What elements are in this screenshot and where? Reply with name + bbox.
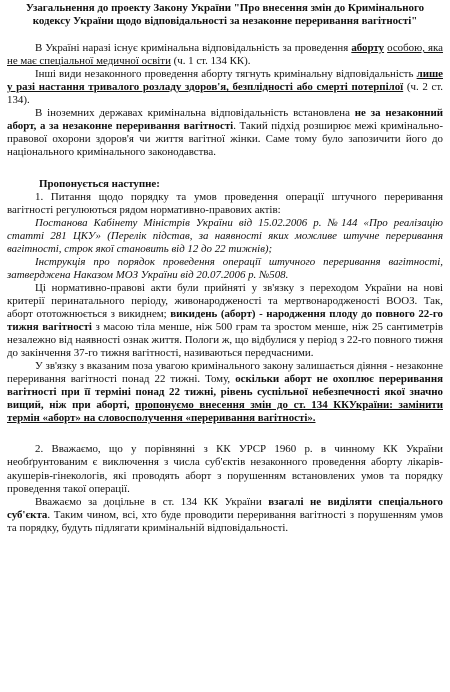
text: В Україні наразі існує кримінальна відповідальність за проведення — [35, 42, 352, 55]
text: У зв'язку з вказаним поза увагою кримінального закону залишається діяння - незаконне переривання вагітності понад 22 тижні. Тому, — [7, 360, 443, 386]
text: В іноземних державах кримінальна відповідальність встановлена — [35, 107, 355, 120]
paragraph-who-criteria — [7, 282, 443, 360]
legal-act-2: Інструкція про порядок проведення операції штучного переривання вагітності, затверджена Наказом МОЗ України від 20.07.2006 р. №508. — [7, 255, 443, 281]
text: Ці нормативно-правові акти були прийняті у зв'язку з переходом України на нові критерії перинатального періоду, живонародженості та мертвонародженості ВООЗ. Так, аборт ототожнюється з викиднем; — [7, 281, 443, 320]
text: (ч. 1 ст. 134 КК). — [170, 55, 251, 68]
paragraph-proposal — [7, 360, 443, 425]
emphasis-abortion: аборту — [351, 42, 385, 55]
text: Вважаємо за доцільне в ст. 134 КК України — [35, 495, 269, 508]
proposed-header: Пропонується наступне: — [39, 177, 160, 190]
text: (Перелік підстав, за наявності яких можливе штучне переривання вагітності, строк якої становить від 12 до 22 тижнів); — [7, 229, 444, 255]
emphasis-consequences: лише у разі настання тривалого розладу здоров'я, безплідності або смерті потерпілої — [7, 68, 443, 94]
emphasis-foreign-approach: не за незаконний аборт, а за незаконне переривання вагітності — [7, 107, 443, 133]
emphasis-proposed-change: пропонуємо внесення змін до ст. 134 ККУкраїни: замінити термін «аборт» на словосполучення «переривання вагітності». — [7, 399, 443, 425]
spacer — [7, 425, 443, 443]
text: . Такий підхід розширює межі кримінально-правової охорони здоров'я чи життя вагітної жінки. Саме тому було запозичити його до національного кримінального законодавства. — [7, 120, 444, 159]
emphasis-danger: оскільки аборт не охоплює переривання вагітності при її терміні понад 22 тижні, рівень суспільної небезпечності якої значно вищий, ніж при аборті, — [7, 373, 443, 412]
paragraph-other-types — [7, 68, 443, 107]
paragraph-special-subject — [7, 496, 443, 535]
paragraph-current-liability — [7, 42, 443, 68]
emphasis-miscarriage-definition: викидень (аборт) - народження плоду до повного 22-го тижня вагітності — [7, 307, 443, 334]
text: . Таким чином, всі, хто буде проводити переривання вагітності з порушенням умов та порядку, будуть підлягати кримінальній відповідальності. — [7, 508, 443, 534]
spacer — [7, 160, 443, 178]
text: Постанова Кабінету Міністрів України від 15.02.2006 р. №144 «Про реалізацію статті 281 ЦКУ» — [7, 216, 443, 242]
document-title: Узагальнення до проекту Закону України "Про внесення змін до Кримінального кодексу України щодо відповідальності за незаконне переривання вагітності" — [25, 2, 425, 28]
text: з масою тіла менше, ніж 500 грам та зростом менше, ніж 25 сантиметрів незалежно від наявності ознак життя. Пологи ж, що відбулися у період з 22-го повного тижня до закінчення 37-го тижня вагітності, називаються передчасними. — [7, 321, 443, 360]
item-1: 1. Питання щодо порядку та умов проведення операції штучного переривання вагітності регулюються рядом нормативно-правових актів: — [7, 190, 443, 216]
text: (ч. 2 ст. 134). — [7, 81, 444, 107]
paragraph-foreign-states — [7, 107, 443, 159]
underlined-phrase: особою, яка не має спеціальної медичної освіти — [7, 42, 443, 68]
emphasis-special-subject: взагалі не виділяти спеціального суб'єкта — [7, 495, 443, 521]
item-2: 2. Вважаємо, що у порівнянні з КК УРСР 1960 р. в чинному КК України необґрунтованим є виключення з числа суб'єктів незаконного проведення аборту лікарів-акушерів-гінекологів, які проводять аборт з порушенням встановлених умов та порядку проведення такої операції. — [7, 443, 443, 495]
text: Інші види незаконного проведення аборту тягнуть кримінальну відповідальність — [35, 68, 417, 81]
legal-act-1 — [7, 217, 443, 256]
